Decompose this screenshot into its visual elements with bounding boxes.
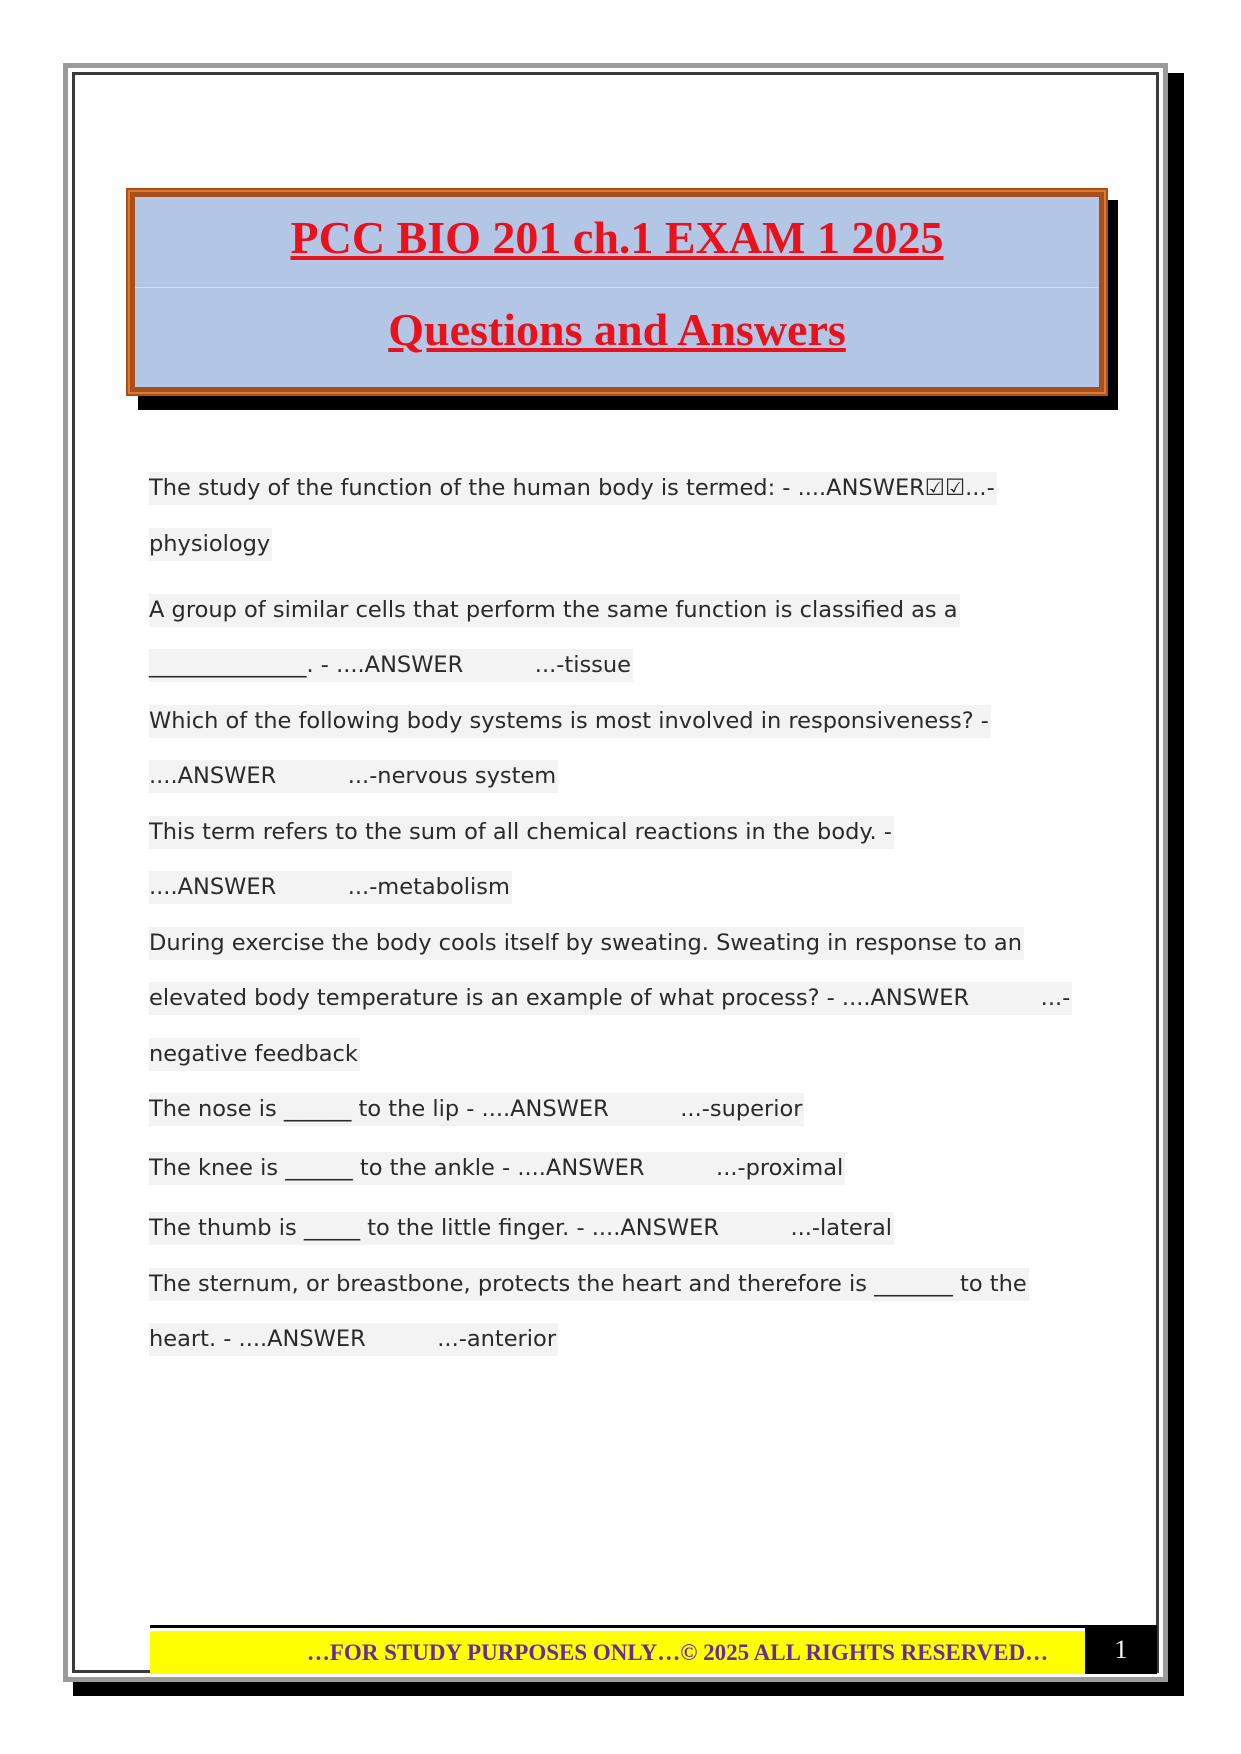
qa-line: ______________. - ....ANSWER ...-tissue xyxy=(149,649,633,682)
footer-text: …FOR STUDY PURPOSES ONLY…© 2025 ALL RIGHTS RESERVED… xyxy=(306,1640,1049,1665)
title-box xyxy=(126,188,1108,396)
qa-line: During exercise the body cools itself by sweating. Sweating in response to an xyxy=(149,927,1024,960)
qa-line: The thumb is _____ to the little finger. - ....ANSWER ...-lateral xyxy=(149,1212,894,1245)
title-line-1: PCC BIO 201 ch.1 EXAM 1 2025 xyxy=(290,212,944,263)
qa-line: heart. - ....ANSWER ...-anterior xyxy=(149,1323,558,1356)
page-number: 1 xyxy=(1085,1625,1157,1674)
qa-line: Which of the following body systems is most involved in responsiveness? - xyxy=(149,705,991,738)
qa-line: ....ANSWER ...-metabolism xyxy=(149,871,512,904)
qa-line: physiology xyxy=(149,528,272,561)
qa-line: This term refers to the sum of all chemical reactions in the body. - xyxy=(149,816,894,849)
qa-line: The nose is ______ to the lip - ....ANSWER ...-superior xyxy=(149,1093,804,1126)
qa-line: The sternum, or breastbone, protects the heart and therefore is _______ to the xyxy=(149,1268,1029,1301)
footer-rule xyxy=(150,1625,1095,1628)
qa-line: ....ANSWER ...-nervous system xyxy=(149,760,558,793)
footer-band xyxy=(150,1631,1085,1674)
qa-line: The knee is ______ to the ankle - ....ANSWER ...-proximal xyxy=(149,1152,845,1185)
qa-line: elevated body temperature is an example of what process? - ....ANSWER ...- xyxy=(149,982,1072,1015)
title-line-2: Questions and Answers xyxy=(388,304,846,355)
qa-line: The study of the function of the human body is termed: - ....ANSWER☑☑...- xyxy=(149,472,997,505)
title-divider xyxy=(135,287,1099,288)
qa-line: negative feedback xyxy=(149,1038,360,1071)
qa-line: A group of similar cells that perform the same function is classified as a xyxy=(149,594,960,627)
